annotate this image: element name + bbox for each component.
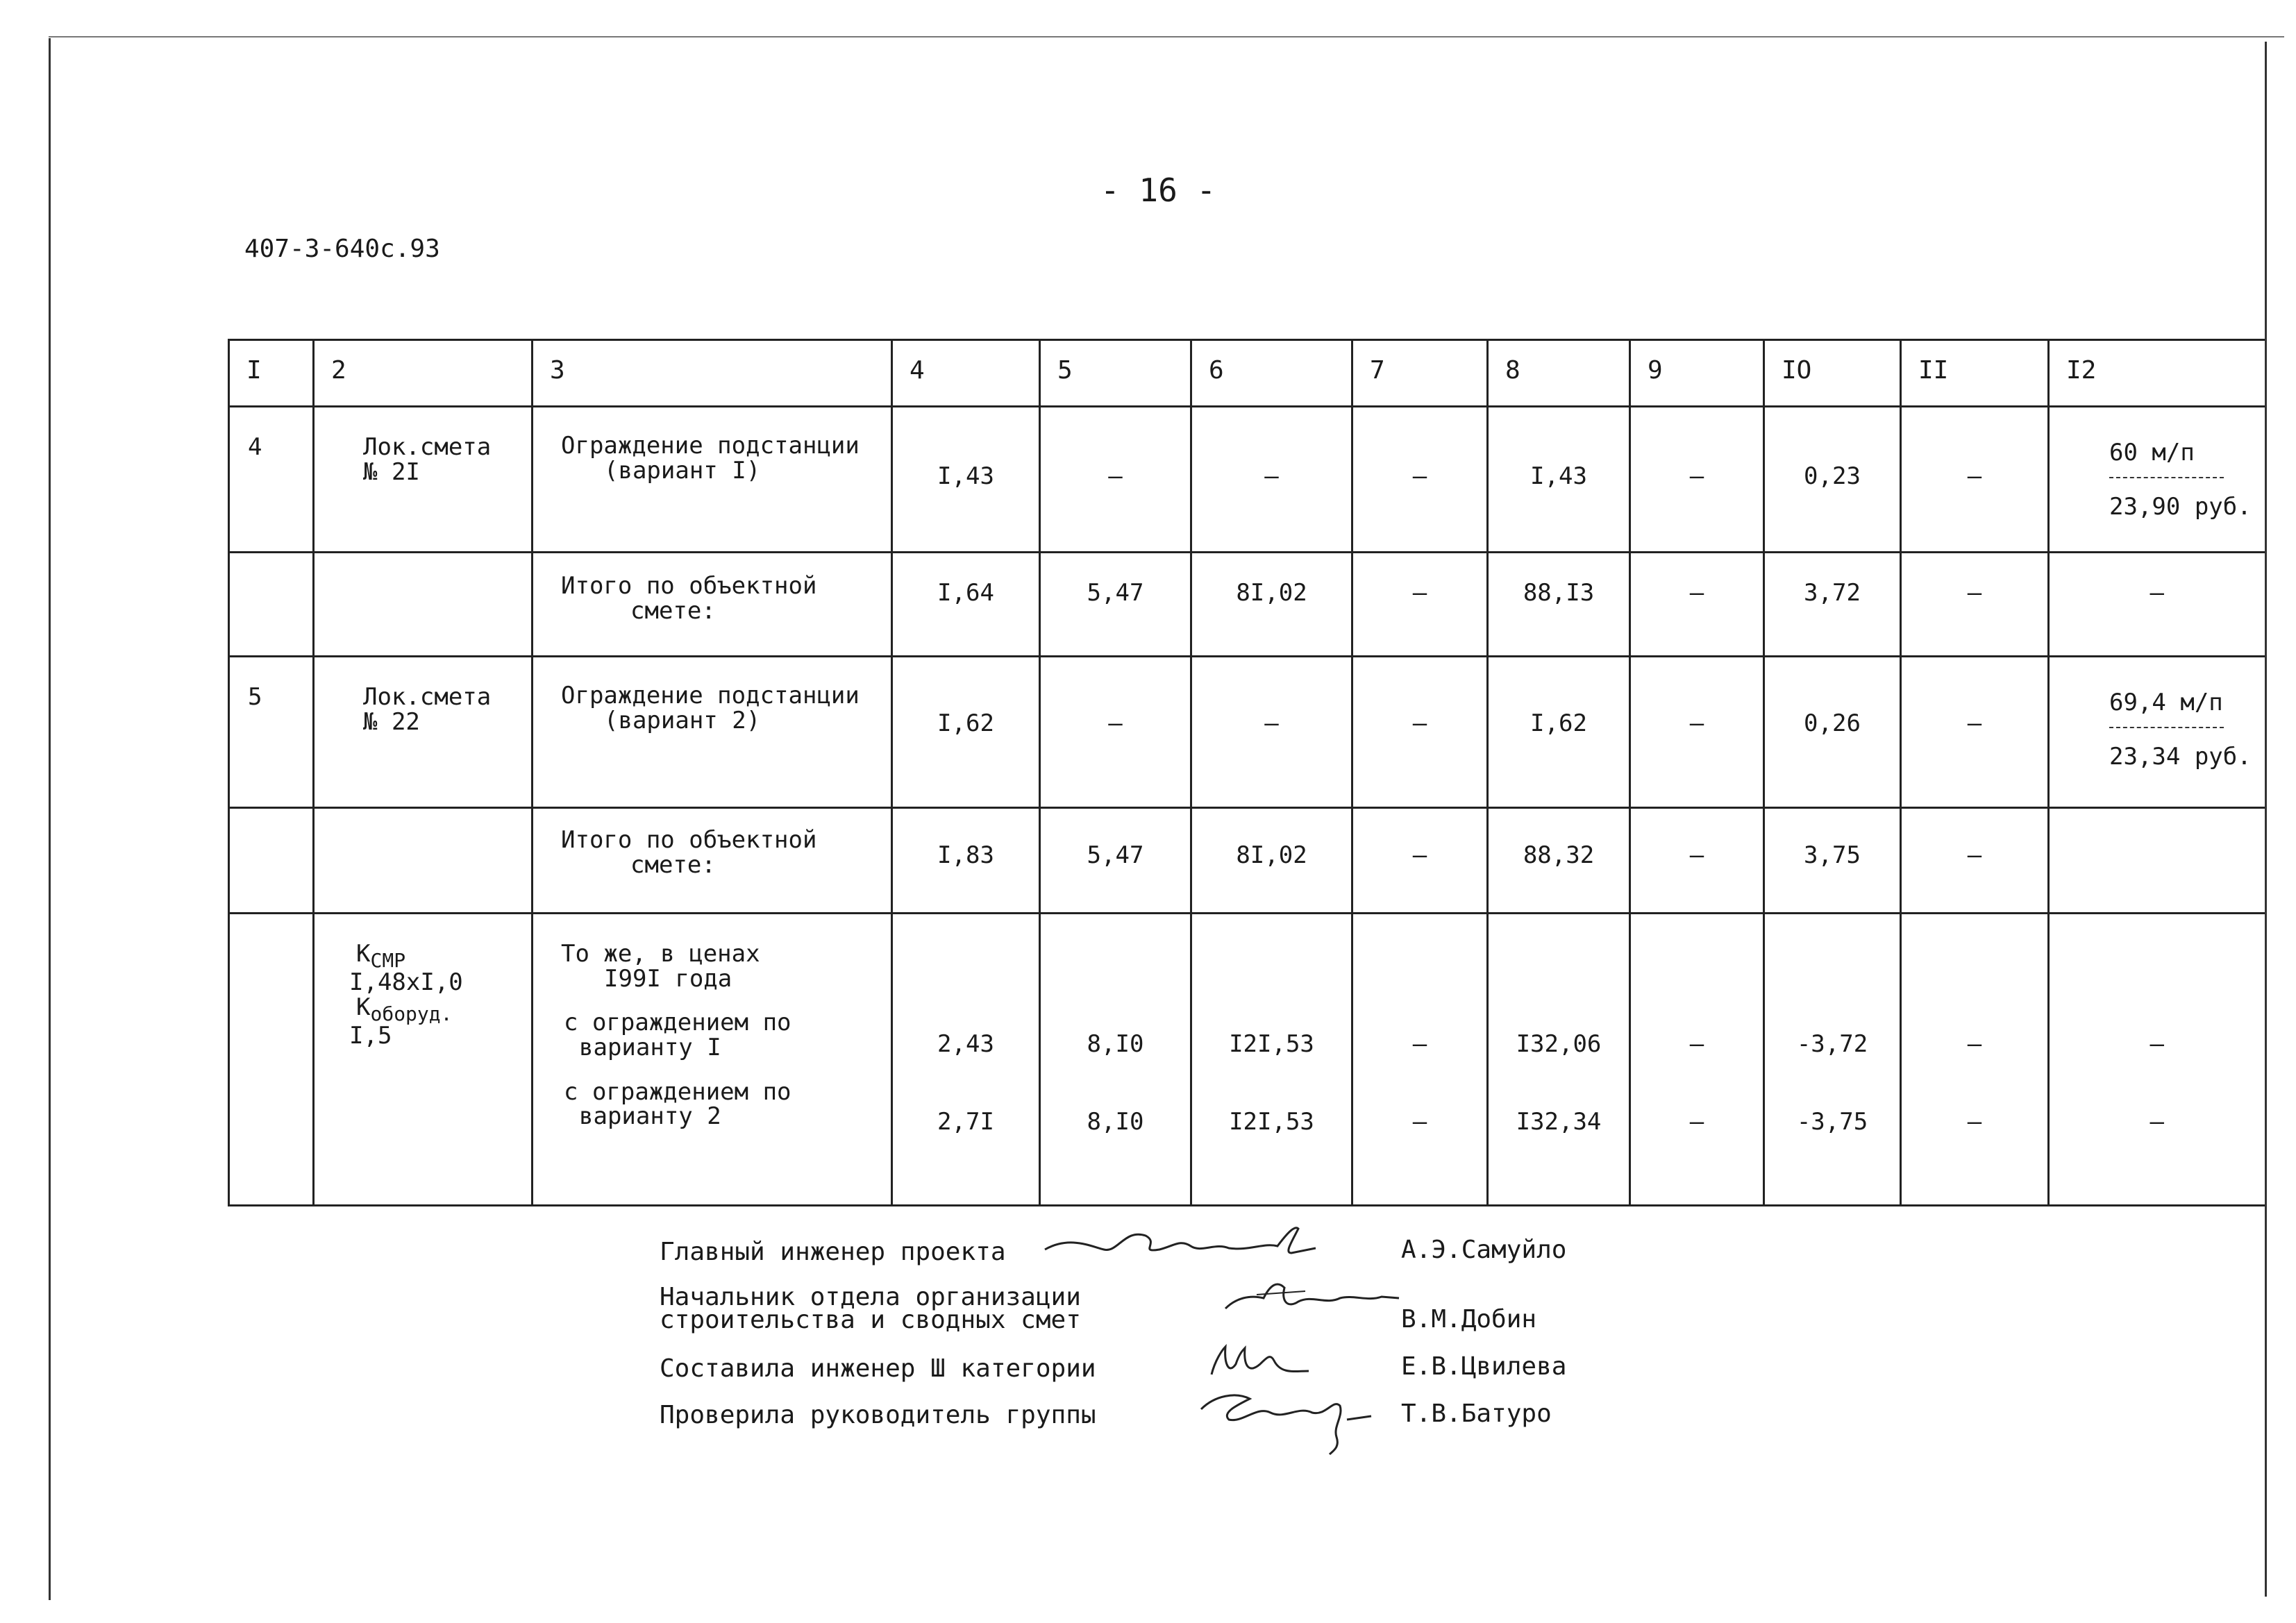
signatory-name: Е.В.Цвилева — [1401, 1352, 1567, 1381]
header-cell: 4 — [892, 340, 1040, 407]
value-cell: I,43 — [892, 407, 1040, 553]
row-number: 4 — [229, 407, 314, 553]
header-cell: 2 — [314, 340, 533, 407]
value-cell: – – — [1630, 914, 1764, 1206]
value-cell: – — [1352, 553, 1488, 657]
value-cell: – — [1630, 407, 1764, 553]
value-cell: 3,75 — [1764, 808, 1901, 914]
frame-left-line — [49, 38, 51, 1600]
document-code: 407-3-640с.93 — [244, 235, 440, 263]
value-cell: 2,43 2,7I — [892, 914, 1040, 1206]
value-cell: – — [1901, 657, 2049, 808]
frame-top-line — [49, 36, 2284, 37]
value-cell: – — [1352, 407, 1488, 553]
value-cell: 0,23 — [1764, 407, 1901, 553]
row-number — [229, 553, 314, 657]
header-cell: 3 — [533, 340, 892, 407]
table-row-1991-prices — [229, 914, 2265, 1206]
item-description: Итого по объектной смете: — [533, 808, 892, 914]
signatory-role: Главный инженер проекта — [660, 1238, 1006, 1266]
value-cell: I,64 — [892, 553, 1040, 657]
value-cell: I,83 — [892, 808, 1040, 914]
length-cost-cell: 60 м/п 23,90 руб. — [2049, 407, 2265, 553]
header-cell: II — [1901, 340, 2049, 407]
value-cell: – — [2049, 553, 2265, 657]
value-cell: – — [1040, 407, 1191, 553]
value-cell: I,62 — [1488, 657, 1630, 808]
value-cell: – – — [2049, 914, 2265, 1206]
value-cell: -3,72 -3,75 — [1764, 914, 1901, 1206]
value-cell: – — [1352, 657, 1488, 808]
signature-tsvileva — [1205, 1340, 1330, 1388]
header-cell: IO — [1764, 340, 1901, 407]
signature-samuylo — [1041, 1222, 1319, 1270]
header-cell: 7 — [1352, 340, 1488, 407]
coefficients: $К_{СМР}$ I,48хI,0 $К_{оборуд.}$ I,5 — [314, 914, 533, 1206]
value-cell: – — [1630, 657, 1764, 808]
value-cell: 8I,02 — [1191, 553, 1352, 657]
value-cell: 5,47 — [1040, 808, 1191, 914]
item-description: Ограждение подстанции (вариант 2) — [533, 657, 892, 808]
value-cell — [2049, 808, 2265, 914]
signatory-role: Проверила руководитель группы — [660, 1401, 1096, 1429]
value-cell: 88,I3 — [1488, 553, 1630, 657]
signatory-name: В.М.Добин — [1401, 1305, 1537, 1334]
estimate-ref — [314, 808, 533, 914]
table-row — [229, 407, 2265, 553]
value-cell: I32,06 I32,34 — [1488, 914, 1630, 1206]
signature-baturo — [1194, 1385, 1382, 1461]
frame-right-line — [2265, 42, 2267, 1597]
signatory-role: Составила инженер Ш категории — [660, 1354, 1096, 1383]
table-row — [229, 808, 2265, 914]
value-cell: – — [1352, 808, 1488, 914]
header-cell: 5 — [1040, 340, 1191, 407]
signatory-name: Т.В.Батуро — [1401, 1399, 1552, 1428]
value-cell: 3,72 — [1764, 553, 1901, 657]
header-cell: I2 — [2049, 340, 2265, 407]
value-cell: 8,I0 8,I0 — [1040, 914, 1191, 1206]
value-cell: 0,26 — [1764, 657, 1901, 808]
value-cell: I,43 — [1488, 407, 1630, 553]
value-cell: 88,32 — [1488, 808, 1630, 914]
value-cell: – — [1191, 407, 1352, 553]
value-cell: 8I,02 — [1191, 808, 1352, 914]
item-description: Ограждение подстанции (вариант I) — [533, 407, 892, 553]
page-number: - 16 - — [1100, 171, 1216, 209]
value-cell: – – — [1901, 914, 2049, 1206]
estimate-table — [228, 339, 2265, 1206]
signatory-role: Начальник отдела организации — [660, 1283, 1081, 1311]
value-cell: – — [1901, 407, 2049, 553]
value-cell: I2I,53 I2I,53 — [1191, 914, 1352, 1206]
value-cell: – — [1040, 657, 1191, 808]
header-cell: 8 — [1488, 340, 1630, 407]
table-row — [229, 553, 2265, 657]
estimate-ref: Лок.смета № 22 — [314, 657, 533, 808]
value-cell: – – — [1352, 914, 1488, 1206]
value-cell: – — [1191, 657, 1352, 808]
item-description: Итого по объектной смете: — [533, 553, 892, 657]
value-cell: – — [1630, 553, 1764, 657]
table-row — [229, 657, 2265, 808]
row-number — [229, 808, 314, 914]
signatory-name: А.Э.Самуйло — [1401, 1236, 1567, 1264]
value-cell: – — [1901, 808, 2049, 914]
value-cell: – — [1630, 808, 1764, 914]
row-number — [229, 914, 314, 1206]
row-number: 5 — [229, 657, 314, 808]
signatory-role: строительства и сводных смет — [660, 1306, 1081, 1334]
length-cost-cell: 69,4 м/п 23,34 руб. — [2049, 657, 2265, 808]
value-cell: – — [1901, 553, 2049, 657]
estimate-ref — [314, 553, 533, 657]
header-cell: I — [229, 340, 314, 407]
header-cell: 9 — [1630, 340, 1764, 407]
value-cell: I,62 — [892, 657, 1040, 808]
header-row — [229, 340, 2265, 407]
item-description: То же, в ценах I99I года с ограждением по варианту I с ограждением по варианту 2 — [533, 914, 892, 1206]
header-cell: 6 — [1191, 340, 1352, 407]
value-cell: 5,47 — [1040, 553, 1191, 657]
estimate-ref: Лок.смета № 2I — [314, 407, 533, 553]
signature-dobin — [1222, 1277, 1402, 1326]
